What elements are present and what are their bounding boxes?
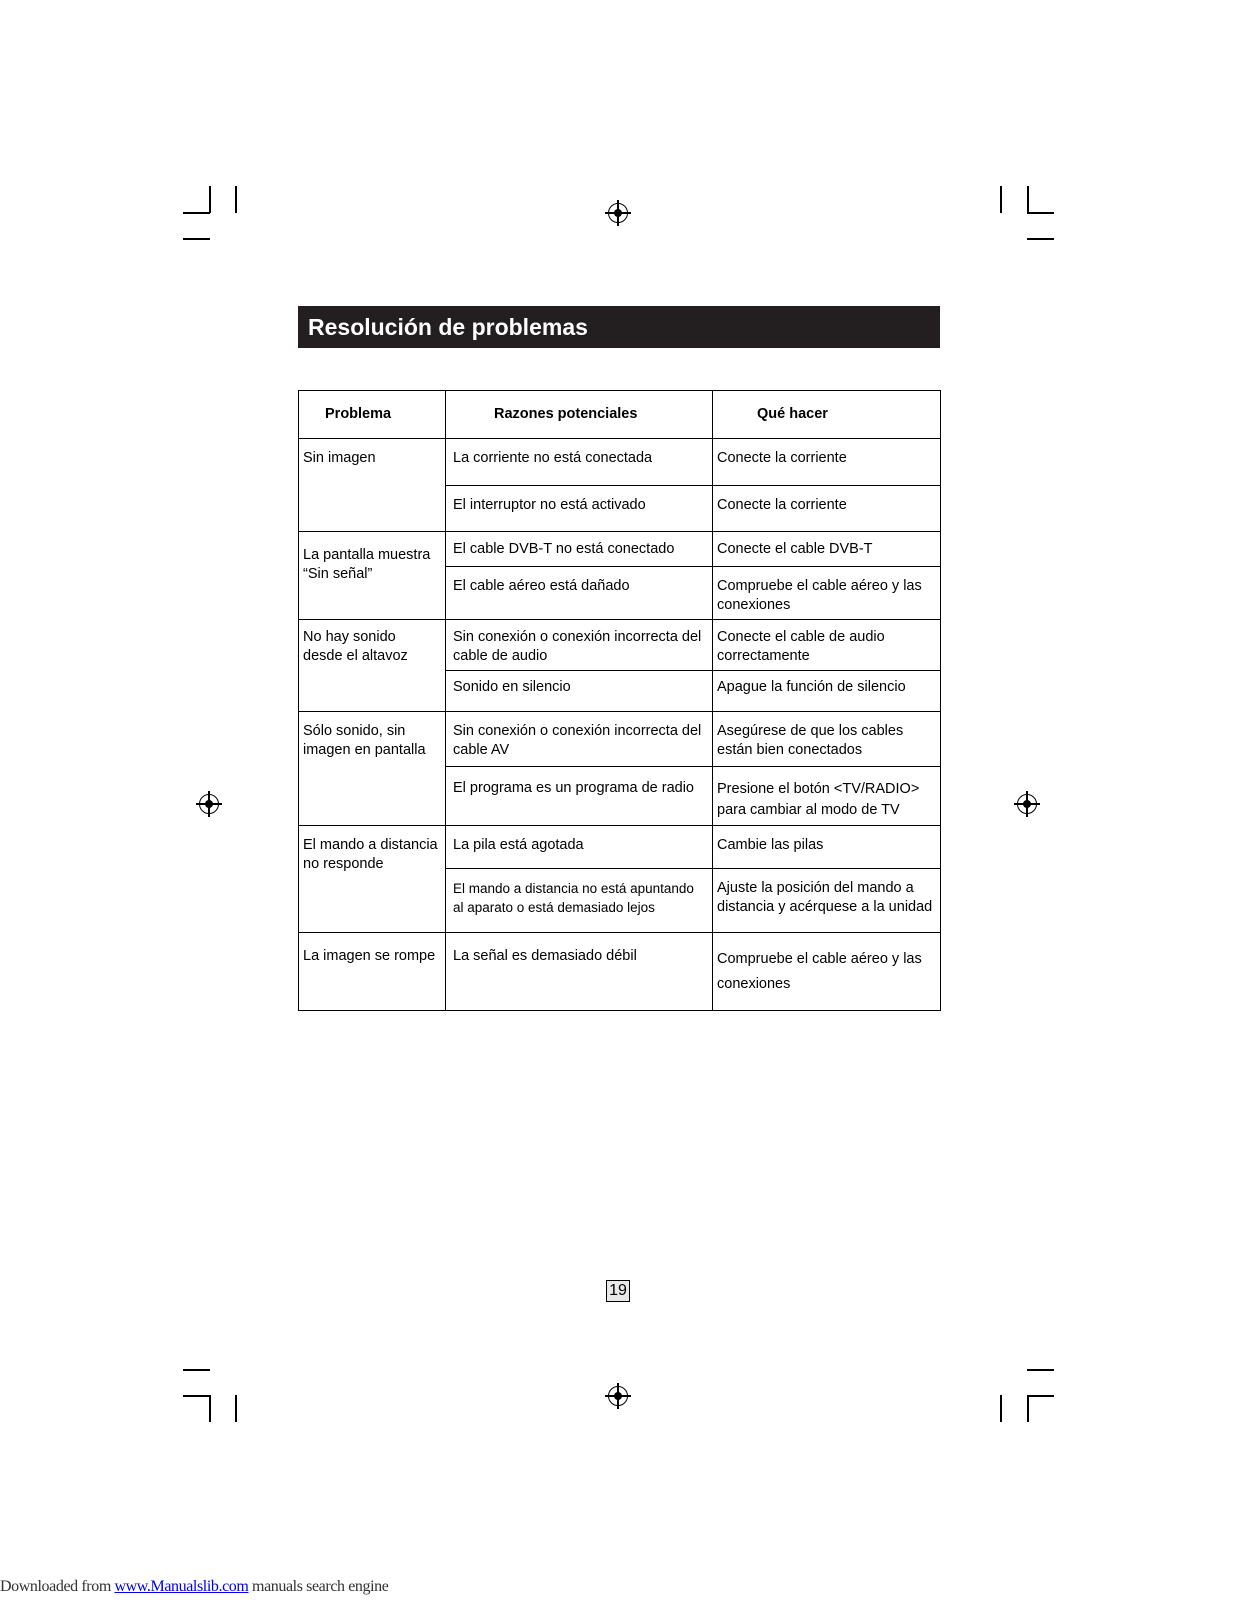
table-row <box>299 712 941 767</box>
solution-cell: Compruebe el cable aéreo y las conexiones <box>713 567 941 620</box>
manualslib-link[interactable]: www.Manualslib.com <box>114 1578 249 1595</box>
problem-cell: Sin imagen <box>299 439 446 532</box>
crop-mark <box>183 238 210 240</box>
cause-cell: El interruptor no está activado <box>446 486 713 532</box>
cause-cell: Sin conexión o conexión incorrecta del cable de audio <box>446 620 713 671</box>
solution-cell: Conecte el cable DVB-T <box>713 532 941 567</box>
crop-mark <box>1027 1395 1054 1397</box>
registration-mark-icon <box>608 1386 628 1406</box>
page-title: Resolución de problemas <box>298 306 940 348</box>
problem-cell: No hay sonido desde el altavoz <box>299 620 446 712</box>
cause-cell: Sin conexión o conexión incorrecta del cable AV <box>446 712 713 767</box>
cause-cell: El programa es un programa de radio <box>446 767 713 826</box>
column-header-causes: Razones potenciales <box>446 391 713 439</box>
cause-cell: Sonido en silencio <box>446 671 713 712</box>
crop-mark <box>235 1395 237 1422</box>
problem-cell: El mando a distancia no responde <box>299 826 446 933</box>
solution-cell: Ajuste la posición del mando a distancia y acérquese a la unidad <box>713 869 941 933</box>
cause-cell: La corriente no está conectada <box>446 439 713 486</box>
table-row <box>299 532 941 567</box>
problem-cell: La pantalla muestra “Sin señal” <box>299 532 446 620</box>
cause-cell: La señal es demasiado débil <box>446 933 713 1011</box>
table-row <box>299 826 941 869</box>
crop-mark <box>209 1395 211 1422</box>
cause-cell: La pila está agotada <box>446 826 713 869</box>
solution-cell: Conecte la corriente <box>713 486 941 532</box>
crop-mark <box>1027 1395 1029 1422</box>
footer-suffix: manuals search engine <box>248 1578 389 1595</box>
solution-cell: Apague la función de silencio <box>713 671 941 712</box>
table-row <box>299 933 941 1011</box>
crop-mark <box>235 186 237 213</box>
solution-cell: Compruebe el cable aéreo y las conexiones <box>713 933 941 1011</box>
registration-mark-icon <box>1017 794 1037 814</box>
download-footer <box>0 1578 388 1596</box>
crop-mark <box>1027 186 1029 213</box>
crop-mark <box>209 186 211 213</box>
table-row <box>299 439 941 486</box>
column-header-solution: Qué hacer <box>713 391 941 439</box>
crop-mark <box>183 1369 210 1371</box>
registration-mark-icon <box>608 203 628 223</box>
crop-mark <box>1027 1369 1054 1371</box>
cause-cell: El cable aéreo está dañado <box>446 567 713 620</box>
solution-cell: Asegúrese de que los cables están bien conectados <box>713 712 941 767</box>
table-row <box>299 620 941 671</box>
table-header-row <box>299 391 941 439</box>
footer-prefix: Downloaded from <box>0 1578 115 1595</box>
crop-mark <box>1027 212 1054 214</box>
crop-mark <box>1027 238 1054 240</box>
cause-cell: El mando a distancia no está apuntando al aparato o está demasiado lejos <box>446 869 713 933</box>
column-header-problem: Problema <box>299 391 446 439</box>
page-number: 19 <box>606 1280 630 1302</box>
cause-cell: El cable DVB-T no está conectado <box>446 532 713 567</box>
crop-mark <box>1000 1395 1002 1422</box>
crop-mark <box>183 212 210 214</box>
crop-mark <box>1000 186 1002 213</box>
solution-cell: Cambie las pilas <box>713 826 941 869</box>
solution-cell: Conecte la corriente <box>713 439 941 486</box>
troubleshooting-table <box>298 390 941 1011</box>
solution-cell: Conecte el cable de audio correctamente <box>713 620 941 671</box>
crop-mark <box>183 1395 210 1397</box>
registration-mark-icon <box>199 794 219 814</box>
solution-cell: Presione el botón <TV/RADIO> para cambiar al modo de TV <box>713 767 941 826</box>
problem-cell: Sólo sonido, sin imagen en pantalla <box>299 712 446 826</box>
problem-cell: La imagen se rompe <box>299 933 446 1011</box>
